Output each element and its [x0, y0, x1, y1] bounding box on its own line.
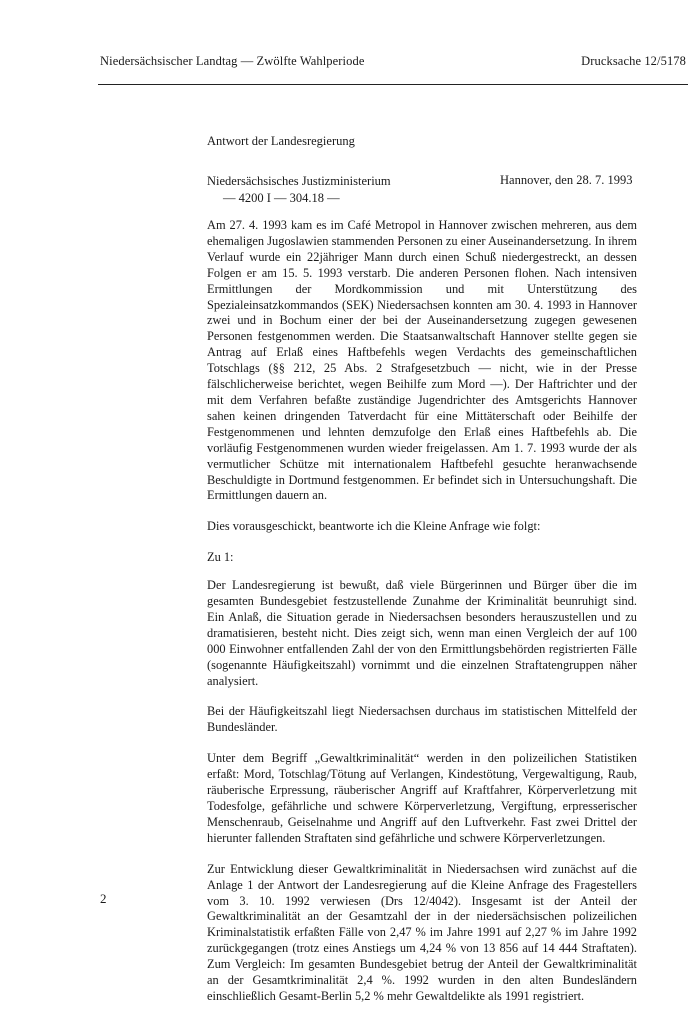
paragraph-incident: Am 27. 4. 1993 kam es im Café Metropol in Hannover zwischen mehreren, aus dem ehemaligen Jugoslawien stammenden Personen zu einer Auseinandersetzung. In ihrem Verlauf wurde ein 22jähriger Mann durch einen Schuß niedergestreckt, an dessen Folgen er am 15. 5. 1993 verstarb. Die anderen Personen flohen. Nach intensiven Ermittlungen der Mordkommission und mit Unterstützung des Spezialeinsatzkommandos (SEK) Niedersachsen konnten am 30. 4. 1993 in Hannover zwei und in Bochum einer der bei der Auseinandersetzung zugegen gewesenen Personen festgenommen werden. Die Staatsanwaltschaft Hannover stellte gegen sie Antrag auf Erlaß eines Haftbefehls wegen Verdachts des gemeinschaftlichen Totschlags (§§ 212, 25 Abs. 2 Strafgesetzbuch — nicht, wie in der Presse fälschlicherweise berichtet, wegen Beihilfe zum Mord —). Der Haftrichter und der mit dem Verfahren befaßte zuständige Jugendrichter des Amtsgerichts Hannover sahen keinen dringenden Tatverdacht für eine Mittäterschaft oder Beihilfe der Festgenommenen und lehnten demzufolge den Erlaß eines Haftbefehls ab. Die vorläufig Festgenommenen wurden wieder freigelassen. Am 1. 7. 1993 wurde der als vermutlicher Schütze mit internationalem Haftbefehl gesuchte heranwachsende Beschuldigte in Dortmund festgenommen. Er befindet sich in Untersuchungshaft. Die Ermittlungen dauern an. [207, 218, 637, 503]
paragraph-intro: Dies vorausgeschickt, beantworte ich die Kleine Anfrage wie folgt: [207, 519, 541, 534]
ministry-reference: — 4200 I — 304.18 — [223, 191, 340, 205]
ministry-name: Niedersächsisches Justizministerium [207, 174, 391, 188]
paragraph-crime-comparison: Der Landesregierung ist bewußt, daß viele Bürgerinnen und Bürger über die im gesamten Bundesgebiet festzustellende Zunahme der Kriminalität beunruhigt sind. Ein Anlaß, die Situation gerade in Niedersachsen besonders herauszustellen und zu dramatisieren, besteht nicht. Dies zeigt sich, wenn man einen Vergleich der auf 100 000 Einwohner entfallenden Zahl der von den Ermittlungsbehörden registrierten Fälle (sogenannte Häufigkeitszahl) vornimmt und die einzelnen Straftatengruppen näher analysiert. [207, 578, 637, 688]
body-text [207, 218, 637, 1020]
document-title: Antwort der Landesregierung [207, 134, 355, 148]
paragraph-frequency: Bei der Häufigkeitszahl liegt Niedersachsen durchaus im statistischen Mittelfeld der Bundesländer. [207, 704, 637, 735]
section-heading-zu-1: Zu 1: [207, 550, 234, 565]
page-number: 2 [100, 891, 107, 906]
paragraph-violent-crime-definition: Unter dem Begriff „Gewaltkriminalität“ werden in den polizeilichen Statistiken erfaßt: Mord, Totschlag/Tötung auf Verlangen, Kindestötung, Vergewaltigung, Raub, räuberische Erpressung, räuberischer Angriff auf Kraftfahrer, Körperverletzung mit Todesfolge, gefährliche und schwere Körperverletzung, Vergiftung, erpresserischer Menschenraub, Geiselnahme und Angriff auf den Luftverkehr. Fast zwei Drittel der hierunter fallenden Straftaten sind gefährliche und schwere Körperverletzungen. [207, 751, 637, 845]
place-date: Hannover, den 28. 7. 1993 [500, 173, 633, 187]
header-rule [98, 84, 688, 85]
header-parliament-period: Niedersächsischer Landtag — Zwölfte Wahlperiode [100, 54, 365, 68]
paragraph-violent-crime-statistics: Zur Entwicklung dieser Gewaltkriminalität in Niedersachsen wird zunächst auf die Anlage 1 der Antwort der Landesregierung auf die Kleine Anfrage des Fragestellers vom 3. 10. 1992 verwiesen (Drs 12/4042). Insgesamt ist der Anteil der Gewaltkriminalität an der Gesamtzahl der in der niedersächsischen polizeilichen Kriminalstatistik erfaßten Fälle von 2,47 % im Jahre 1991 auf 2,27 % im Jahre 1992 zurückgegangen (trotz eines Anstiegs um 4,24 % von 13 856 auf 14 444 Straftaten). Zum Vergleich: Im gesamten Bundesgebiet betrug der Anteil der Gewaltkriminalität an der Gesamtkriminalität 2,4 %. 1992 wurden in den alten Bundesländern einschließlich Gesamt-Berlin 5,2 % mehr Gewaltdelikte als 1991 registriert. [207, 861, 637, 1003]
header-document-number: Drucksache 12/5178 [581, 54, 686, 68]
ministry-block [207, 173, 391, 207]
